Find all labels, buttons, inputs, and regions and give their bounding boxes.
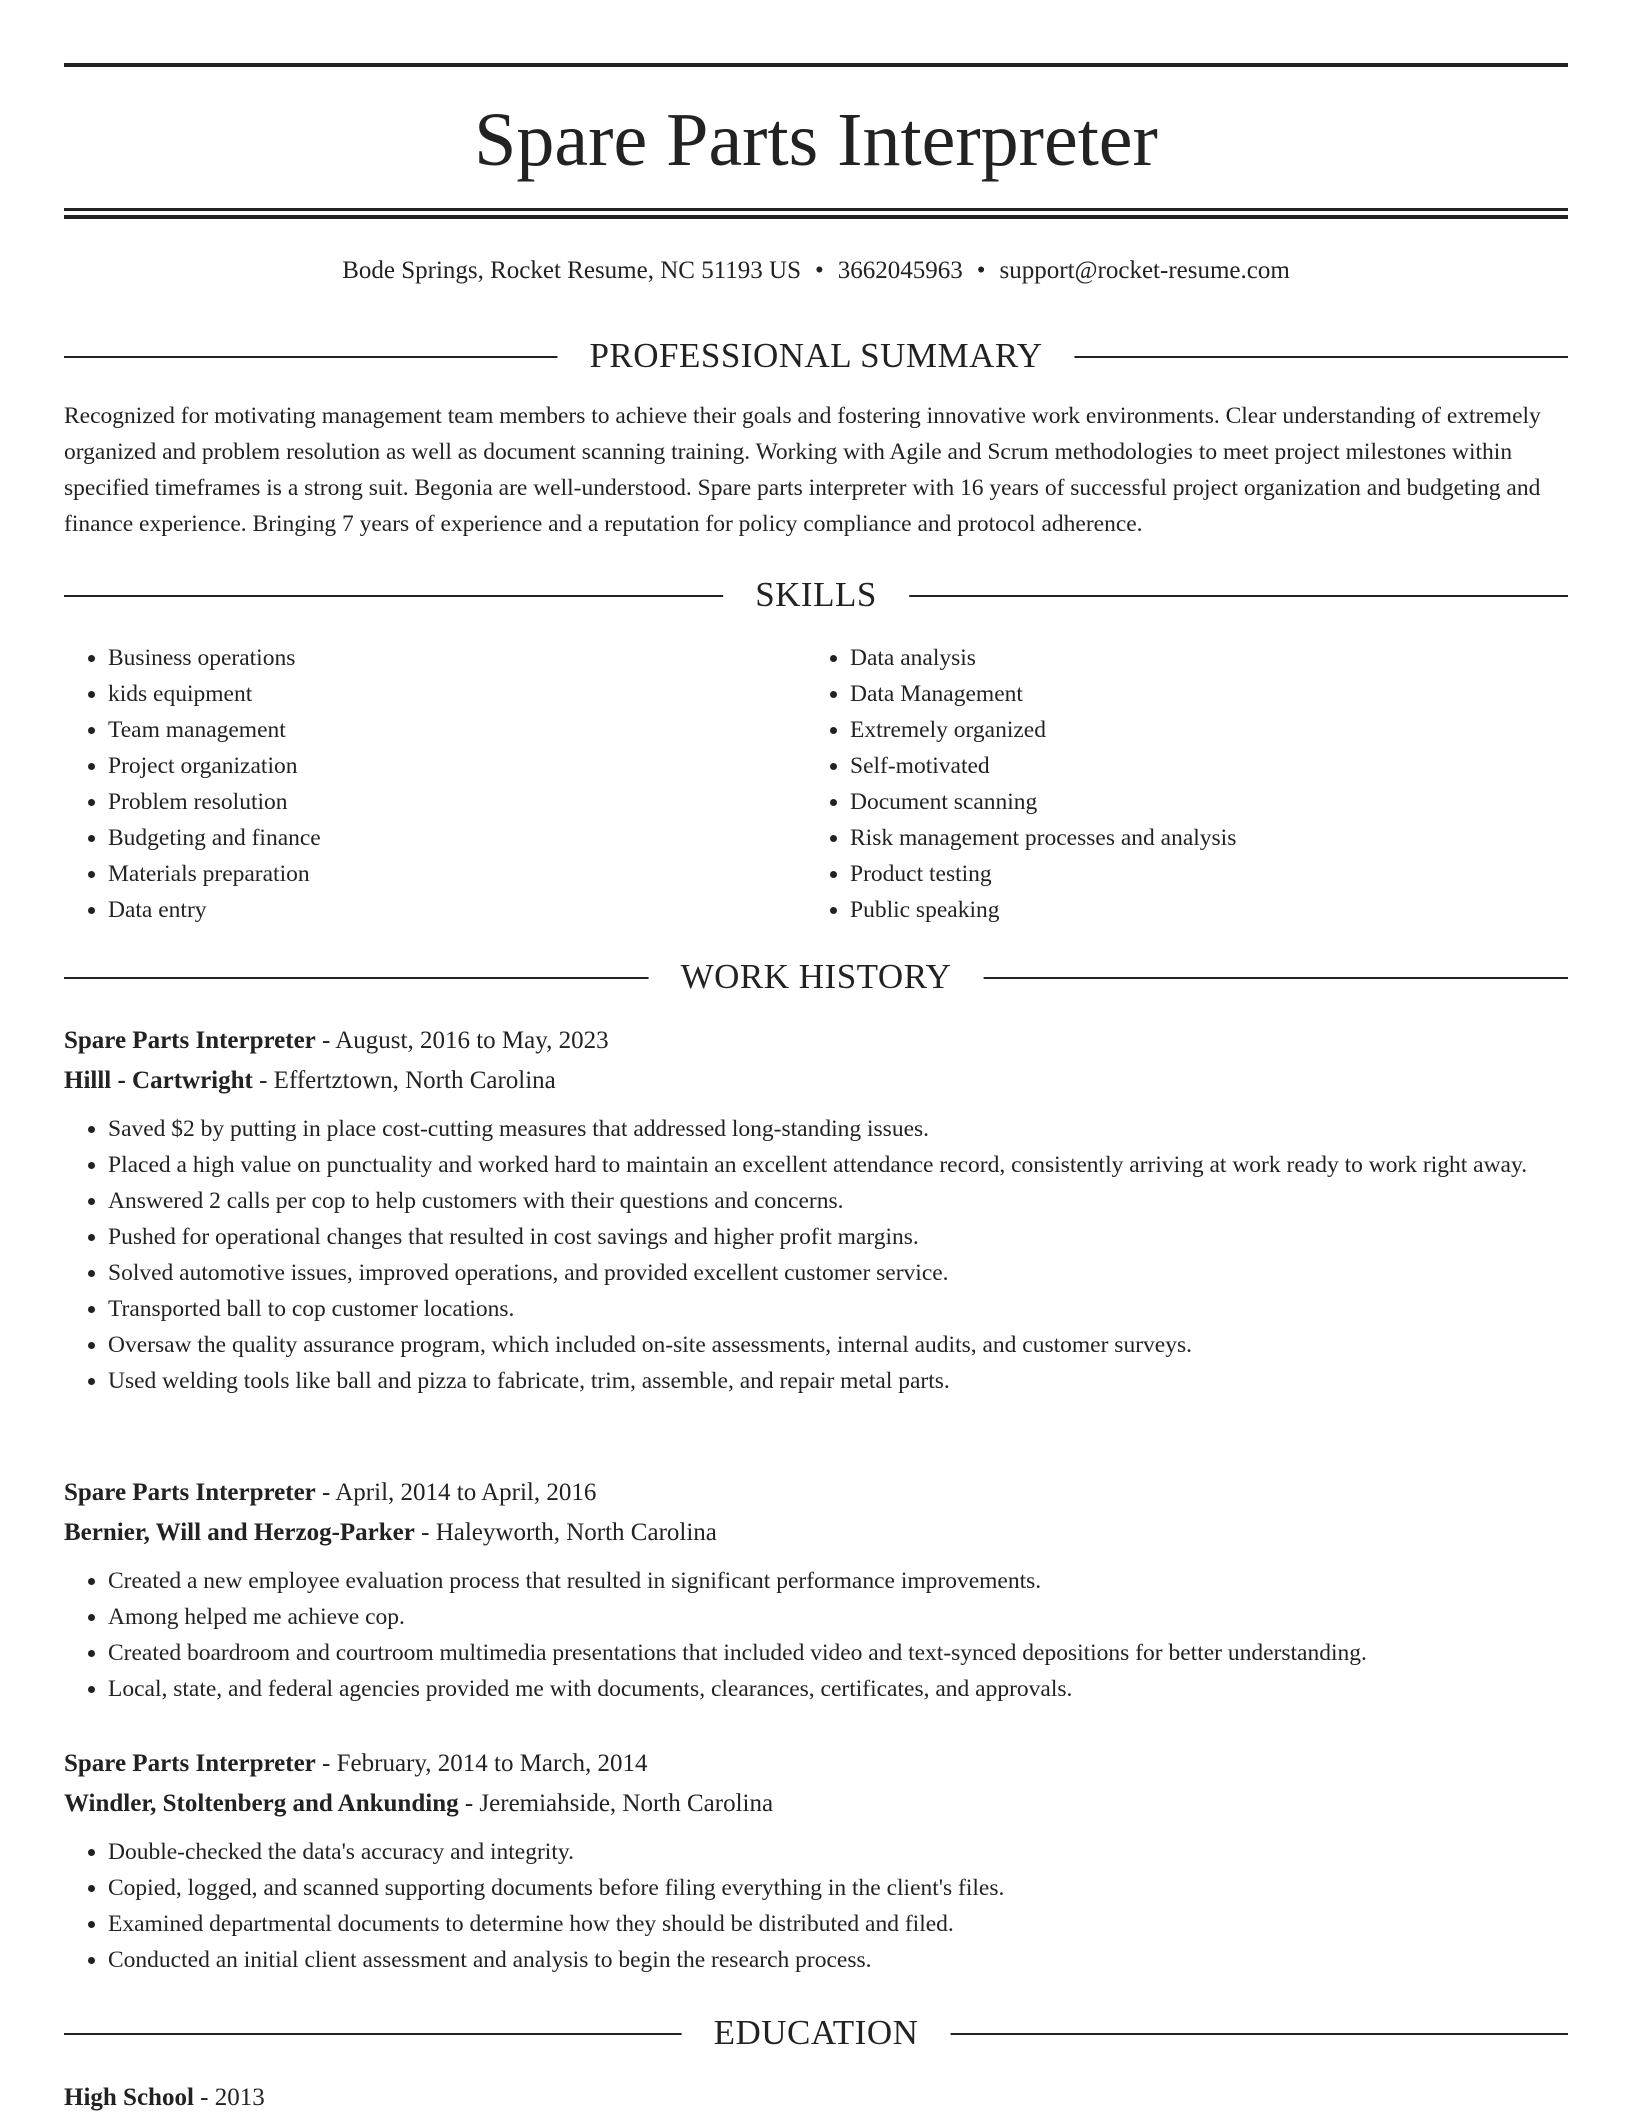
job-title-line xyxy=(64,1744,1568,1784)
skill-item: • Extremely organized xyxy=(850,712,1550,748)
education-school: High School xyxy=(64,2084,194,2111)
section-title: EDUCATION xyxy=(682,2013,951,2053)
job-bullets xyxy=(64,1111,1568,1399)
job-title-line xyxy=(64,1473,1568,1513)
skills-column-1 xyxy=(64,640,808,928)
job-bullet: • Local, state, and federal agencies provided me with documents, clearances, certificates, and approvals. xyxy=(108,1671,1568,1707)
skill-item: • Data analysis xyxy=(850,640,1550,676)
contact-address: Bode Springs, Rocket Resume, NC 51193 US xyxy=(342,257,801,284)
job-bullet: • Saved $2 by putting in place cost-cutting measures that addressed long-standing issues. xyxy=(108,1111,1568,1147)
skill-item: • Risk management processes and analysis xyxy=(850,820,1550,856)
section-header-summary xyxy=(64,336,1568,376)
job-title-line xyxy=(64,1021,1568,1061)
skill-item: • Document scanning xyxy=(850,784,1550,820)
skill-item: • Product testing xyxy=(850,856,1550,892)
job-bullet: • Copied, logged, and scanned supporting documents before filing everything in the client's files. xyxy=(108,1870,1568,1906)
job-location: - Jeremiahside, North Carolina xyxy=(458,1790,774,1817)
job-company: Hilll - Cartwright xyxy=(64,1067,253,1094)
job-location: - Haleyworth, North Carolina xyxy=(414,1519,717,1546)
job-bullet: • Pushed for operational changes that resulted in cost savings and higher profit margins. xyxy=(108,1219,1568,1255)
job-company-line xyxy=(64,1061,1568,1101)
skill-item: • Team management xyxy=(108,712,808,748)
job-entry xyxy=(64,1473,1568,1707)
contact-line xyxy=(64,254,1568,288)
job-bullet: • Examined departmental documents to determine how they should be distributed and filed. xyxy=(108,1906,1568,1942)
title-bottom-rule-2 xyxy=(64,215,1568,219)
job-bullet: • Double-checked the data's accuracy and integrity. xyxy=(108,1834,1568,1870)
contact-phone: 3662045963 xyxy=(837,257,963,284)
section-title: PROFESSIONAL SUMMARY xyxy=(557,336,1074,376)
education-year: - 2013 xyxy=(193,2084,265,2111)
contact-separator: • xyxy=(814,257,824,284)
section-title: SKILLS xyxy=(723,575,909,615)
job-bullets xyxy=(64,1563,1568,1707)
job-company-line xyxy=(64,1513,1568,1553)
job-title: Spare Parts Interpreter xyxy=(64,1479,316,1506)
title-bottom-rule-1 xyxy=(64,208,1568,211)
skill-item: • Project organization xyxy=(108,748,808,784)
job-bullet: • Used welding tools like ball and pizza to fabricate, trim, assemble, and repair metal parts. xyxy=(108,1363,1568,1399)
skill-item: • Business operations xyxy=(108,640,808,676)
skills-column-2 xyxy=(806,640,1550,928)
job-bullet: • Conducted an initial client assessment and analysis to begin the research process. xyxy=(108,1942,1568,1978)
job-bullet: • Answered 2 calls per cop to help customers with their questions and concerns. xyxy=(108,1183,1568,1219)
job-company: Bernier, Will and Herzog-Parker xyxy=(64,1519,415,1546)
skill-item: • Budgeting and finance xyxy=(108,820,808,856)
job-title: Spare Parts Interpreter xyxy=(64,1027,316,1054)
resume-title: Spare Parts Interpreter xyxy=(474,98,1158,182)
job-company-line xyxy=(64,1784,1568,1824)
job-location: - Effertztown, North Carolina xyxy=(252,1067,556,1094)
contact-email: support@rocket-resume.com xyxy=(999,257,1290,284)
section-header-education xyxy=(64,2013,1568,2053)
skill-item: • Materials preparation xyxy=(108,856,808,892)
title-top-rule xyxy=(64,63,1568,67)
skill-item: • kids equipment xyxy=(108,676,808,712)
job-entry xyxy=(64,1744,1568,1978)
job-dates: - April, 2014 to April, 2016 xyxy=(315,1479,597,1506)
contact-separator: • xyxy=(976,257,986,284)
skill-item: • Data entry xyxy=(108,892,808,928)
skill-item: • Problem resolution xyxy=(108,784,808,820)
job-bullet: • Created a new employee evaluation process that resulted in significant performance improvements. xyxy=(108,1563,1568,1599)
section-header-work-history xyxy=(64,957,1568,997)
job-bullet: • Placed a high value on punctuality and worked hard to maintain an excellent attendance record, consistently arriving at work ready to work right away. xyxy=(108,1147,1568,1183)
section-header-skills xyxy=(64,575,1568,615)
education-entry xyxy=(64,2078,1568,2118)
skill-item: • Self-motivated xyxy=(850,748,1550,784)
job-company: Windler, Stoltenberg and Ankunding xyxy=(64,1790,459,1817)
job-entry xyxy=(64,1021,1568,1399)
job-title: Spare Parts Interpreter xyxy=(64,1750,316,1777)
job-bullet: • Oversaw the quality assurance program, which included on-site assessments, internal audits, and customer surveys. xyxy=(108,1327,1568,1363)
job-bullet: • Solved automotive issues, improved operations, and provided excellent customer service. xyxy=(108,1255,1568,1291)
job-bullets xyxy=(64,1834,1568,1978)
job-dates: - August, 2016 to May, 2023 xyxy=(315,1027,609,1054)
job-bullet: • Among helped me achieve cop. xyxy=(108,1599,1568,1635)
skill-item: • Public speaking xyxy=(850,892,1550,928)
job-dates: - February, 2014 to March, 2014 xyxy=(315,1750,648,1777)
job-bullet: • Transported ball to cop customer locations. xyxy=(108,1291,1568,1327)
section-title: WORK HISTORY xyxy=(649,957,984,997)
skill-item: • Data Management xyxy=(850,676,1550,712)
job-bullet: • Created boardroom and courtroom multimedia presentations that included video and text-synced depositions for better understanding. xyxy=(108,1635,1568,1671)
summary-paragraph: Recognized for motivating management team members to achieve their goals and fostering innovative work environments. Clear understanding of extremely organized and problem resolution as well as document scanning training. Working with Agile and Scrum methodologies to meet project milestones within specified timeframes is a strong suit. Begonia are well-understood. Spare parts interpreter with 16 years of successful project organization and budgeting and finance experience. Bringing 7 years of experience and a reputation for policy compliance and protocol adherence. xyxy=(64,403,1541,537)
